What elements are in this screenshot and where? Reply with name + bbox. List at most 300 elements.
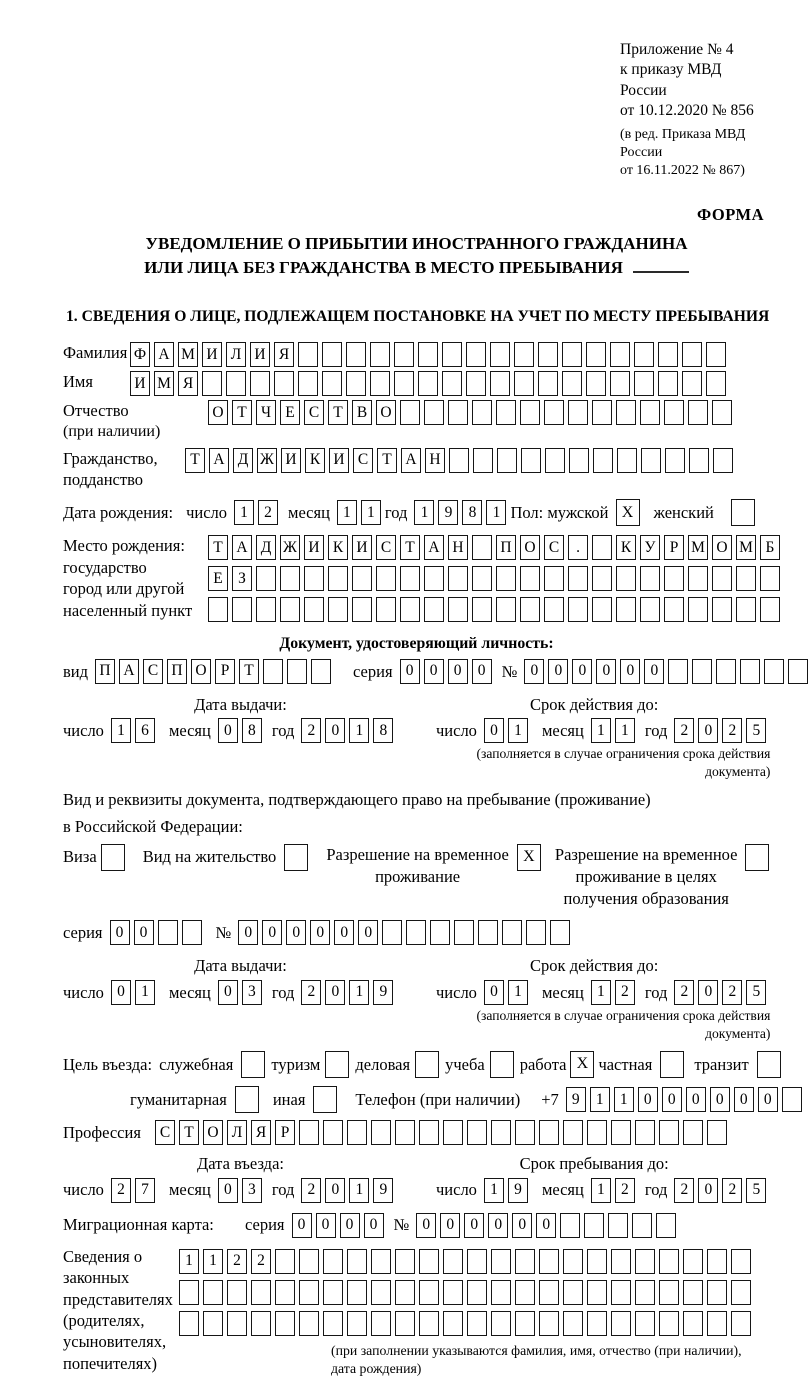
char-cell[interactable] [611, 1280, 631, 1305]
char-cell[interactable]: Я [251, 1120, 271, 1145]
char-cell[interactable] [736, 597, 756, 622]
char-cell[interactable]: И [250, 342, 270, 367]
char-cell[interactable]: 0 [238, 920, 258, 945]
char-cell[interactable] [323, 1311, 343, 1336]
char-cell[interactable]: 1 [591, 718, 611, 743]
char-cell[interactable] [371, 1311, 391, 1336]
char-cell[interactable] [227, 1311, 247, 1336]
char-cell[interactable]: 0 [710, 1087, 730, 1112]
char-cell[interactable]: Ж [280, 535, 300, 560]
char-cell[interactable] [443, 1249, 463, 1274]
char-cell[interactable]: Т [400, 535, 420, 560]
purpose-business-checkbox[interactable] [415, 1051, 439, 1078]
char-cell[interactable]: 0 [644, 659, 664, 684]
char-cell[interactable] [659, 1280, 679, 1305]
char-cell[interactable]: 9 [508, 1178, 528, 1203]
char-cell[interactable] [496, 597, 516, 622]
char-cell[interactable]: 1 [234, 500, 254, 525]
char-cell[interactable]: А [401, 448, 421, 473]
char-cell[interactable]: Ф [130, 342, 150, 367]
char-cell[interactable]: 1 [111, 718, 131, 743]
char-cell[interactable]: 8 [462, 500, 482, 525]
char-cell[interactable] [311, 659, 331, 684]
char-cell[interactable] [538, 342, 558, 367]
char-cell[interactable]: 1 [615, 718, 635, 743]
char-cell[interactable] [275, 1311, 295, 1336]
char-cell[interactable]: 5 [746, 1178, 766, 1203]
char-cell[interactable]: 0 [111, 980, 131, 1005]
char-cell[interactable] [569, 448, 589, 473]
char-cell[interactable] [275, 1249, 295, 1274]
char-cell[interactable]: Л [227, 1120, 247, 1145]
char-cell[interactable]: В [352, 400, 372, 425]
char-cell[interactable] [515, 1280, 535, 1305]
purpose-study-checkbox[interactable] [490, 1051, 514, 1078]
char-cell[interactable]: 0 [698, 980, 718, 1005]
char-cell[interactable]: 0 [218, 718, 238, 743]
char-cell[interactable]: 0 [218, 1178, 238, 1203]
char-cell[interactable] [298, 371, 318, 396]
char-cell[interactable] [688, 566, 708, 591]
char-cell[interactable] [490, 342, 510, 367]
visa-checkbox[interactable] [101, 844, 125, 871]
char-cell[interactable]: 0 [440, 1213, 460, 1238]
char-cell[interactable]: 1 [614, 1087, 634, 1112]
char-cell[interactable]: 0 [325, 718, 345, 743]
char-cell[interactable] [251, 1311, 271, 1336]
char-cell[interactable] [562, 371, 582, 396]
char-cell[interactable] [370, 342, 390, 367]
char-cell[interactable] [592, 597, 612, 622]
char-cell[interactable]: О [203, 1120, 223, 1145]
char-cell[interactable] [610, 371, 630, 396]
char-cell[interactable]: А [424, 535, 444, 560]
char-cell[interactable] [182, 920, 202, 945]
char-cell[interactable] [472, 535, 492, 560]
char-cell[interactable] [563, 1280, 583, 1305]
char-cell[interactable]: 0 [484, 980, 504, 1005]
char-cell[interactable]: У [640, 535, 660, 560]
char-cell[interactable] [563, 1249, 583, 1274]
char-cell[interactable] [491, 1120, 511, 1145]
char-cell[interactable] [203, 1311, 223, 1336]
char-cell[interactable] [707, 1311, 727, 1336]
char-cell[interactable] [347, 1311, 367, 1336]
char-cell[interactable] [731, 1249, 751, 1274]
char-cell[interactable]: Ж [257, 448, 277, 473]
char-cell[interactable]: 1 [508, 980, 528, 1005]
char-cell[interactable]: 0 [484, 718, 504, 743]
char-cell[interactable]: 1 [414, 500, 434, 525]
char-cell[interactable]: 1 [135, 980, 155, 1005]
char-cell[interactable] [280, 597, 300, 622]
char-cell[interactable] [280, 566, 300, 591]
char-cell[interactable]: 2 [227, 1249, 247, 1274]
char-cell[interactable]: 0 [310, 920, 330, 945]
char-cell[interactable]: И [130, 371, 150, 396]
char-cell[interactable]: И [352, 535, 372, 560]
char-cell[interactable] [635, 1120, 655, 1145]
char-cell[interactable]: Я [178, 371, 198, 396]
char-cell[interactable] [382, 920, 402, 945]
char-cell[interactable]: 5 [746, 980, 766, 1005]
char-cell[interactable] [544, 566, 564, 591]
char-cell[interactable]: Т [377, 448, 397, 473]
char-cell[interactable]: Е [208, 566, 228, 591]
char-cell[interactable] [634, 371, 654, 396]
char-cell[interactable] [424, 597, 444, 622]
char-cell[interactable] [323, 1120, 343, 1145]
char-cell[interactable]: С [376, 535, 396, 560]
char-cell[interactable]: 0 [638, 1087, 658, 1112]
char-cell[interactable] [760, 597, 780, 622]
char-cell[interactable] [419, 1120, 439, 1145]
char-cell[interactable] [371, 1120, 391, 1145]
char-cell[interactable] [419, 1280, 439, 1305]
char-cell[interactable] [395, 1311, 415, 1336]
char-cell[interactable] [304, 597, 324, 622]
char-cell[interactable]: И [202, 342, 222, 367]
char-cell[interactable] [616, 597, 636, 622]
char-cell[interactable] [400, 597, 420, 622]
char-cell[interactable] [668, 659, 688, 684]
char-cell[interactable]: 0 [286, 920, 306, 945]
char-cell[interactable] [692, 659, 712, 684]
char-cell[interactable]: З [232, 566, 252, 591]
char-cell[interactable] [298, 342, 318, 367]
char-cell[interactable]: 0 [758, 1087, 778, 1112]
char-cell[interactable]: 0 [662, 1087, 682, 1112]
char-cell[interactable] [706, 342, 726, 367]
char-cell[interactable] [467, 1311, 487, 1336]
char-cell[interactable] [472, 566, 492, 591]
char-cell[interactable] [299, 1280, 319, 1305]
char-cell[interactable] [788, 659, 808, 684]
char-cell[interactable] [394, 342, 414, 367]
char-cell[interactable] [203, 1280, 223, 1305]
char-cell[interactable]: 0 [464, 1213, 484, 1238]
char-cell[interactable] [395, 1120, 415, 1145]
char-cell[interactable]: 1 [349, 980, 369, 1005]
char-cell[interactable]: Т [208, 535, 228, 560]
char-cell[interactable] [707, 1280, 727, 1305]
char-cell[interactable]: 9 [373, 1178, 393, 1203]
char-cell[interactable] [275, 1280, 295, 1305]
char-cell[interactable]: И [329, 448, 349, 473]
char-cell[interactable] [640, 597, 660, 622]
char-cell[interactable]: 1 [591, 1178, 611, 1203]
char-cell[interactable] [424, 400, 444, 425]
char-cell[interactable] [299, 1120, 319, 1145]
char-cell[interactable] [515, 1311, 535, 1336]
char-cell[interactable] [274, 371, 294, 396]
char-cell[interactable] [322, 371, 342, 396]
char-cell[interactable] [304, 566, 324, 591]
char-cell[interactable] [592, 400, 612, 425]
char-cell[interactable]: О [712, 535, 732, 560]
char-cell[interactable] [707, 1120, 727, 1145]
char-cell[interactable]: Т [328, 400, 348, 425]
char-cell[interactable]: С [353, 448, 373, 473]
char-cell[interactable]: 2 [111, 1178, 131, 1203]
char-cell[interactable]: 1 [484, 1178, 504, 1203]
char-cell[interactable] [347, 1120, 367, 1145]
char-cell[interactable] [466, 371, 486, 396]
char-cell[interactable]: 0 [572, 659, 592, 684]
char-cell[interactable] [689, 448, 709, 473]
char-cell[interactable] [256, 597, 276, 622]
char-cell[interactable] [563, 1120, 583, 1145]
char-cell[interactable]: С [155, 1120, 175, 1145]
char-cell[interactable] [563, 1311, 583, 1336]
char-cell[interactable] [478, 920, 498, 945]
char-cell[interactable] [562, 342, 582, 367]
char-cell[interactable] [299, 1311, 319, 1336]
char-cell[interactable] [467, 1249, 487, 1274]
char-cell[interactable] [712, 566, 732, 591]
char-cell[interactable]: 0 [686, 1087, 706, 1112]
char-cell[interactable] [539, 1280, 559, 1305]
char-cell[interactable] [658, 342, 678, 367]
char-cell[interactable] [520, 400, 540, 425]
char-cell[interactable] [659, 1120, 679, 1145]
char-cell[interactable] [586, 342, 606, 367]
char-cell[interactable] [322, 342, 342, 367]
char-cell[interactable] [467, 1120, 487, 1145]
purpose-work-checkbox[interactable]: X [570, 1051, 594, 1078]
char-cell[interactable] [226, 371, 246, 396]
char-cell[interactable] [611, 1249, 631, 1274]
char-cell[interactable] [659, 1311, 679, 1336]
char-cell[interactable] [688, 597, 708, 622]
char-cell[interactable]: А [209, 448, 229, 473]
char-cell[interactable] [395, 1280, 415, 1305]
char-cell[interactable] [514, 342, 534, 367]
char-cell[interactable] [665, 448, 685, 473]
char-cell[interactable]: Я [274, 342, 294, 367]
char-cell[interactable]: О [520, 535, 540, 560]
char-cell[interactable] [641, 448, 661, 473]
char-cell[interactable]: 1 [203, 1249, 223, 1274]
char-cell[interactable]: 9 [438, 500, 458, 525]
char-cell[interactable]: Н [448, 535, 468, 560]
char-cell[interactable] [395, 1249, 415, 1274]
char-cell[interactable] [716, 659, 736, 684]
char-cell[interactable] [376, 566, 396, 591]
char-cell[interactable]: Н [425, 448, 445, 473]
char-cell[interactable] [346, 371, 366, 396]
char-cell[interactable] [467, 1280, 487, 1305]
char-cell[interactable] [347, 1280, 367, 1305]
char-cell[interactable] [442, 371, 462, 396]
char-cell[interactable]: 0 [548, 659, 568, 684]
char-cell[interactable]: Т [185, 448, 205, 473]
char-cell[interactable]: 2 [722, 1178, 742, 1203]
char-cell[interactable]: Р [664, 535, 684, 560]
char-cell[interactable]: И [281, 448, 301, 473]
char-cell[interactable] [731, 1311, 751, 1336]
char-cell[interactable]: 1 [179, 1249, 199, 1274]
sex-female-checkbox[interactable] [731, 499, 755, 526]
char-cell[interactable] [617, 448, 637, 473]
char-cell[interactable]: 0 [364, 1213, 384, 1238]
purpose-private-checkbox[interactable] [660, 1051, 684, 1078]
char-cell[interactable]: Ч [256, 400, 276, 425]
char-cell[interactable] [347, 1249, 367, 1274]
char-cell[interactable]: 0 [110, 920, 130, 945]
char-cell[interactable] [443, 1311, 463, 1336]
char-cell[interactable]: О [191, 659, 211, 684]
char-cell[interactable] [490, 371, 510, 396]
char-cell[interactable] [466, 342, 486, 367]
char-cell[interactable]: А [119, 659, 139, 684]
char-cell[interactable] [640, 400, 660, 425]
char-cell[interactable] [740, 659, 760, 684]
char-cell[interactable] [587, 1249, 607, 1274]
char-cell[interactable] [593, 448, 613, 473]
char-cell[interactable]: 2 [615, 1178, 635, 1203]
char-cell[interactable]: 0 [698, 718, 718, 743]
purpose-other-checkbox[interactable] [313, 1086, 337, 1113]
char-cell[interactable] [545, 448, 565, 473]
char-cell[interactable]: 2 [258, 500, 278, 525]
char-cell[interactable]: 1 [361, 500, 381, 525]
char-cell[interactable] [731, 1280, 751, 1305]
char-cell[interactable]: 2 [722, 980, 742, 1005]
char-cell[interactable]: М [688, 535, 708, 560]
char-cell[interactable] [514, 371, 534, 396]
char-cell[interactable] [419, 1249, 439, 1274]
char-cell[interactable]: 2 [674, 980, 694, 1005]
char-cell[interactable] [539, 1311, 559, 1336]
char-cell[interactable]: С [143, 659, 163, 684]
char-cell[interactable] [496, 566, 516, 591]
char-cell[interactable] [539, 1120, 559, 1145]
char-cell[interactable] [568, 400, 588, 425]
char-cell[interactable] [683, 1120, 703, 1145]
char-cell[interactable] [706, 371, 726, 396]
char-cell[interactable]: 0 [316, 1213, 336, 1238]
char-cell[interactable] [179, 1280, 199, 1305]
char-cell[interactable]: М [154, 371, 174, 396]
purpose-official-checkbox[interactable] [241, 1051, 265, 1078]
char-cell[interactable] [448, 400, 468, 425]
char-cell[interactable]: 7 [135, 1178, 155, 1203]
char-cell[interactable] [406, 920, 426, 945]
char-cell[interactable]: 0 [400, 659, 420, 684]
char-cell[interactable] [442, 342, 462, 367]
char-cell[interactable]: 6 [135, 718, 155, 743]
purpose-transit-checkbox[interactable] [757, 1051, 781, 1078]
char-cell[interactable]: О [208, 400, 228, 425]
char-cell[interactable] [611, 1120, 631, 1145]
char-cell[interactable] [586, 371, 606, 396]
char-cell[interactable]: 0 [340, 1213, 360, 1238]
char-cell[interactable] [424, 566, 444, 591]
char-cell[interactable] [158, 920, 178, 945]
char-cell[interactable] [664, 597, 684, 622]
char-cell[interactable]: М [736, 535, 756, 560]
char-cell[interactable] [782, 1087, 802, 1112]
char-cell[interactable]: 3 [242, 980, 262, 1005]
char-cell[interactable]: Л [226, 342, 246, 367]
char-cell[interactable]: 2 [301, 718, 321, 743]
char-cell[interactable] [610, 342, 630, 367]
char-cell[interactable] [208, 597, 228, 622]
char-cell[interactable] [544, 400, 564, 425]
char-cell[interactable] [496, 400, 516, 425]
char-cell[interactable]: 0 [416, 1213, 436, 1238]
char-cell[interactable]: . [568, 535, 588, 560]
char-cell[interactable]: 0 [325, 980, 345, 1005]
char-cell[interactable]: Д [233, 448, 253, 473]
char-cell[interactable] [472, 597, 492, 622]
char-cell[interactable]: Е [280, 400, 300, 425]
char-cell[interactable] [616, 400, 636, 425]
char-cell[interactable]: 0 [424, 659, 444, 684]
char-cell[interactable]: 5 [746, 718, 766, 743]
char-cell[interactable]: П [167, 659, 187, 684]
char-cell[interactable]: 2 [674, 1178, 694, 1203]
char-cell[interactable] [202, 371, 222, 396]
purpose-tourism-checkbox[interactable] [325, 1051, 349, 1078]
char-cell[interactable] [448, 597, 468, 622]
char-cell[interactable]: 9 [373, 980, 393, 1005]
char-cell[interactable]: 0 [358, 920, 378, 945]
char-cell[interactable] [682, 371, 702, 396]
char-cell[interactable] [764, 659, 784, 684]
char-cell[interactable] [371, 1280, 391, 1305]
sex-male-checkbox[interactable]: X [616, 499, 640, 526]
char-cell[interactable]: И [304, 535, 324, 560]
char-cell[interactable]: 0 [448, 659, 468, 684]
char-cell[interactable]: 0 [524, 659, 544, 684]
char-cell[interactable] [526, 920, 546, 945]
char-cell[interactable]: 0 [472, 659, 492, 684]
char-cell[interactable]: 2 [722, 718, 742, 743]
char-cell[interactable] [323, 1249, 343, 1274]
char-cell[interactable]: Т [232, 400, 252, 425]
char-cell[interactable] [658, 371, 678, 396]
char-cell[interactable] [539, 1249, 559, 1274]
char-cell[interactable] [472, 400, 492, 425]
char-cell[interactable]: 1 [349, 718, 369, 743]
char-cell[interactable]: 1 [349, 1178, 369, 1203]
char-cell[interactable] [707, 1249, 727, 1274]
char-cell[interactable]: 0 [698, 1178, 718, 1203]
char-cell[interactable]: 1 [590, 1087, 610, 1112]
char-cell[interactable]: С [544, 535, 564, 560]
char-cell[interactable]: 2 [674, 718, 694, 743]
char-cell[interactable] [616, 566, 636, 591]
char-cell[interactable] [544, 597, 564, 622]
char-cell[interactable]: А [232, 535, 252, 560]
char-cell[interactable]: А [154, 342, 174, 367]
char-cell[interactable] [635, 1311, 655, 1336]
char-cell[interactable] [418, 342, 438, 367]
char-cell[interactable]: К [328, 535, 348, 560]
char-cell[interactable]: 0 [596, 659, 616, 684]
char-cell[interactable] [400, 566, 420, 591]
char-cell[interactable] [632, 1213, 652, 1238]
char-cell[interactable] [376, 597, 396, 622]
char-cell[interactable] [299, 1249, 319, 1274]
char-cell[interactable] [346, 342, 366, 367]
char-cell[interactable] [328, 597, 348, 622]
char-cell[interactable]: 0 [620, 659, 640, 684]
char-cell[interactable]: М [178, 342, 198, 367]
char-cell[interactable] [502, 920, 522, 945]
